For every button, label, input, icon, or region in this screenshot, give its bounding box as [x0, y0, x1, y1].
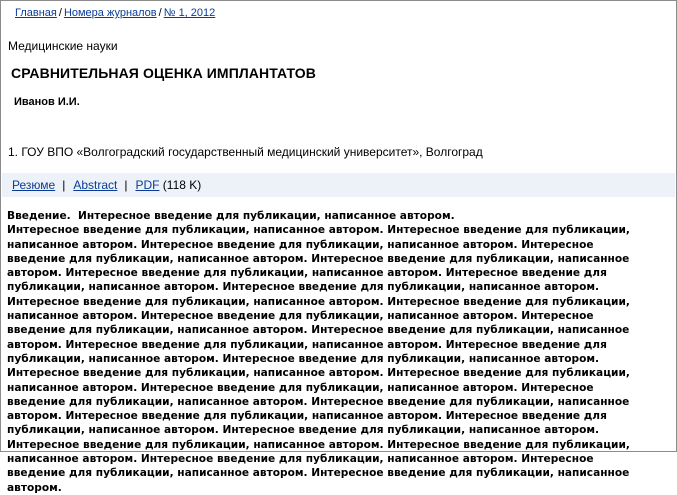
article-affiliation: 1. ГОУ ВПО «Волгоградский государственный медицинский университет», Волгоград — [8, 145, 483, 159]
breadcrumb-separator: / — [58, 7, 62, 19]
breadcrumb-current-issue-link[interactable]: № 1, 2012 — [163, 7, 216, 19]
article-links — [2, 173, 675, 197]
introduction-label: Введение. — [7, 210, 71, 222]
pdf-size: (118 K) — [162, 178, 202, 192]
article-title: СРАВНИТЕЛЬНАЯ ОЦЕНКА ИМПЛАНТАТОВ — [11, 65, 316, 81]
breadcrumb-issues-link[interactable]: Номера журналов — [63, 7, 157, 19]
breadcrumb — [15, 7, 215, 19]
pdf-link[interactable]: PDF — [135, 178, 160, 192]
links-separator: | — [124, 178, 128, 192]
article-introduction — [7, 209, 647, 495]
abstract-link[interactable]: Abstract — [73, 178, 118, 192]
introduction-body: Интересное введение для публикации, написанное автором. Интересное введение для публикации, написанное автором. Интересное введение для публикации, написанное автором. Интересное введение для публикации, написанное автором. Интересное введение для публикации, написанное автором. Интересное введение для публикации, написанное автором. Интересное введение для публикации, написанное автором. Интересное введение для публикации, написанное автором. Интересное введение для публикации, написанное автором. Интересное введение для публикации, написанное автором. Интересное введение для публикации, написанное автором. Интересное введение для публикации, написанное автором. Интересное введение для публикации, написанное автором. Интересное введение для публикации, написанное автором. Интересное введение для публикации, написанное автором. Интересное введение для публикации, написанное автором. Интересное введение для публикации, написанное автором. Интересное введение для публикации, написанное автором. Интересное введение для публикации, написанное автором. Интересное введение для публикации, написанное автором. Интересное введение для публикации, написанное автором. Интересное введение для публикации, написанное автором. Интересное введение для публикации, написанное автором. Интересное введение для публикации, написанное автором. Интересное введение для публикации, написанное автором. Интересное введение для публикации, написанное автором. Интересное введение для публикации, написанное автором. Интересное введение для публикации, написанное автором. Интересное введение для публикации, написанное автором. — [7, 224, 630, 494]
links-separator: | — [62, 178, 66, 192]
breadcrumb-home-link[interactable]: Главная — [15, 7, 57, 19]
article-section: Медицинские науки — [8, 39, 118, 53]
article-authors: Иванов И.И. — [14, 96, 80, 108]
article-links-bar — [2, 173, 675, 197]
resume-link[interactable]: Резюме — [12, 178, 56, 192]
breadcrumb-separator: / — [158, 7, 162, 19]
introduction-lead-text: Интересное введение для публикации, написанное автором. — [78, 210, 455, 222]
introduction-lead — [7, 209, 647, 223]
